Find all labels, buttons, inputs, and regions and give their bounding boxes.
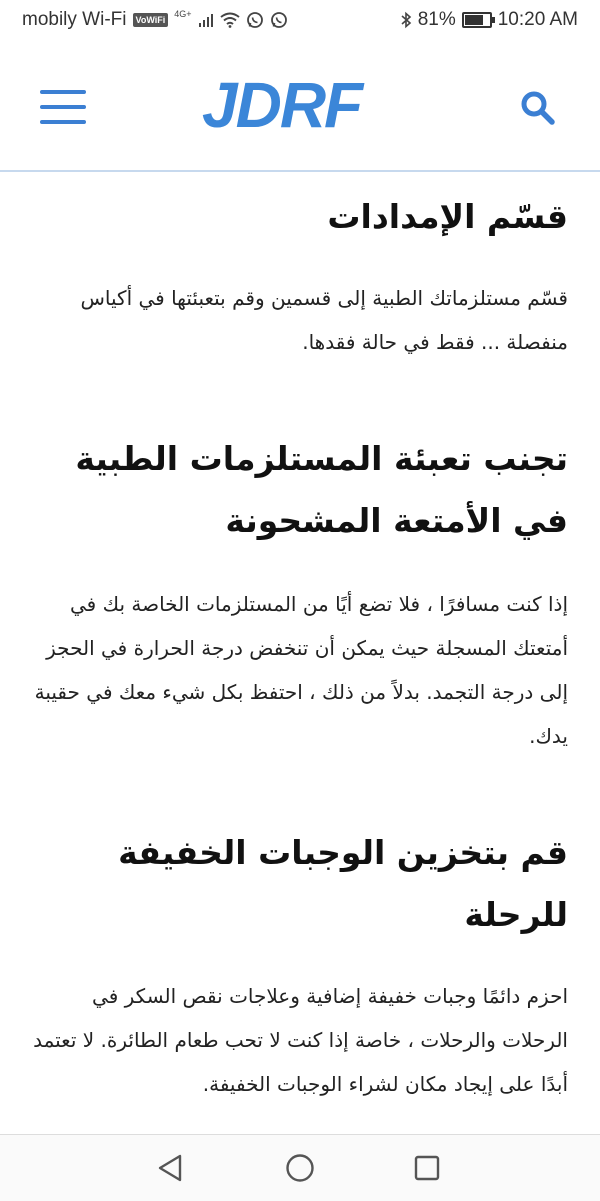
battery-percent: 81%: [417, 9, 456, 30]
whatsapp-notification-icon: [246, 11, 264, 29]
clock: 10:20 AM: [497, 9, 578, 30]
vowifi-badge: VoWiFi: [133, 13, 169, 27]
whatsapp-notification-icon: [270, 11, 288, 29]
status-right: [400, 9, 578, 31]
bluetooth-icon: [400, 11, 412, 29]
home-circle-icon[interactable]: [283, 1151, 317, 1185]
section-body: قسّم مستلزماتك الطبية إلى قسمين وقم بتعبئتها في أكياس منفصلة ... فقط في حالة فقدها.: [80, 286, 568, 354]
carrier-label: mobily Wi-Fi: [22, 9, 127, 30]
back-triangle-icon[interactable]: [154, 1151, 188, 1185]
search-icon[interactable]: [518, 88, 558, 128]
signal-icon: [198, 12, 214, 28]
status-left: [22, 9, 288, 31]
system-navigation-bar: [0, 1134, 600, 1201]
section-title: تجنب تعبئة المستلزمات الطبية في الأمتعة المشحونة: [75, 439, 568, 540]
article-content: [32, 172, 568, 1106]
status-bar: [0, 0, 600, 40]
site-header: [0, 40, 600, 172]
wifi-icon: [220, 12, 240, 28]
jdrf-logo[interactable]: JDRF: [202, 69, 362, 141]
section-body: إذا كنت مسافرًا ، فلا تضع أيًا من المستلزمات الخاصة بك في أمتعتك المسجلة حيث يمكن أن تنخفض درجة الحرارة في الحجز إلى درجة التجمد. بدلاً من ذلك ، احتفظ بكل شيء معك في حقيبة يدك.: [34, 592, 568, 748]
section-body: احزم دائمًا وجبات خفيفة إضافية وعلاجات نقص السكر في الرحلات والرحلات ، خاصة إذا كنت لا تحب طعام الطائرة. لا تعتمد أبدًا على إيجاد مكان لشراء الوجبات الخفيفة.: [33, 984, 568, 1096]
recents-square-icon[interactable]: [410, 1151, 444, 1185]
section-title: قسّم الإمدادات: [327, 197, 568, 236]
hamburger-menu-icon[interactable]: [40, 90, 86, 124]
network-type-label: 4G+: [174, 9, 192, 19]
battery-level-fill: [465, 15, 483, 25]
battery-icon: [462, 12, 492, 28]
section-title: قم بتخزين الوجبات الخفيفة للرحلة: [118, 833, 568, 934]
